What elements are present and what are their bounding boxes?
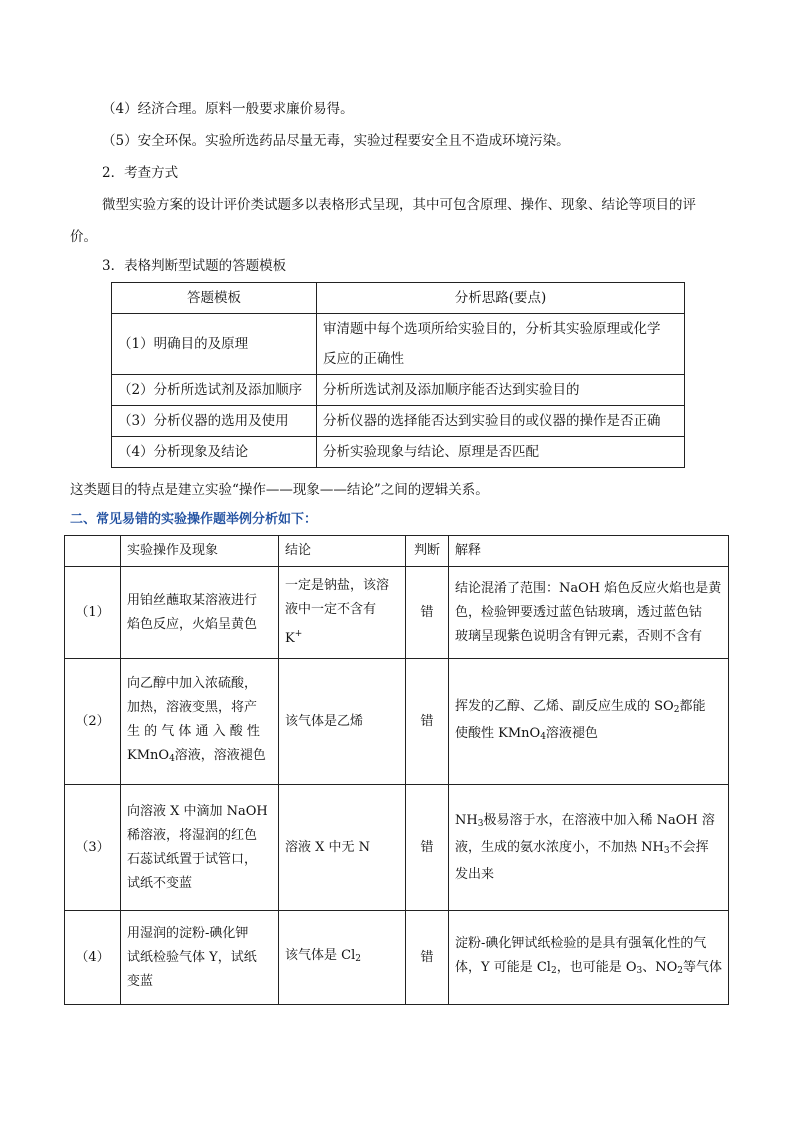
step-cell: （3）分析仪器的选用及使用 <box>112 406 317 437</box>
analysis-cell: 分析所选试剂及添加顺序能否达到实验目的 <box>317 375 685 406</box>
formula-subscript: 2 <box>355 954 361 964</box>
explanation-text: 不会挥 <box>669 839 709 855</box>
explanation-cell <box>449 911 729 1005</box>
table-header-row <box>65 536 729 567</box>
summary-text: 这类题目的特点是建立实验“操作——现象——结论”之间的逻辑关系。 <box>70 482 489 498</box>
conclusion-cell <box>279 911 406 1005</box>
row-number: （2） <box>65 659 121 785</box>
header-operation: 实验操作及现象 <box>121 536 279 567</box>
section-2-body-line1: 微型实验方案的设计评价类试题多以表格形式呈现，其中可包含原理、操作、现象、结论等项目的评 <box>102 197 696 213</box>
row-number: （3） <box>65 785 121 911</box>
section-3-title: 3．表格判断型试题的答题模板 <box>102 258 287 274</box>
explanation-text: 体，Y 可能是 Cl <box>455 960 551 975</box>
explanation-line: 色，检验钾要透过蓝色钴玻璃，透过蓝色钴 <box>455 604 703 620</box>
conclusion-cell: 溶液 X 中无 N <box>279 785 406 911</box>
formula-subscript: 4 <box>169 754 175 764</box>
item-4-text: （4）经济合理。原料一般要求廉价易得。 <box>102 101 354 117</box>
explanation-line: 结论混淆了范围：NaOH 焰色反应火焰也是黄 <box>455 580 722 596</box>
explanation-text: NH <box>455 812 478 828</box>
explanation-cell <box>449 659 729 785</box>
explanation-line <box>455 956 722 983</box>
judgement-cell: 错 <box>406 911 449 1005</box>
analysis-cell: 分析仪器的选择能否达到实验目的或仪器的操作是否正确 <box>317 406 685 437</box>
table-row <box>65 911 729 1005</box>
explanation-cell <box>449 567 729 659</box>
table-row <box>112 314 685 375</box>
operation-line: 用铂丝蘸取某溶液进行 <box>127 592 258 608</box>
operation-line: 变蓝 <box>127 973 154 989</box>
table-row <box>112 437 685 468</box>
explanation-text: 挥发的乙醇、乙烯、副反应生成的 SO <box>455 698 674 714</box>
operation-line: 用湿润的淀粉-碘化钾 <box>127 925 249 941</box>
explanation-cell <box>449 785 729 911</box>
formula-subscript: 2 <box>677 966 683 976</box>
item-5-text: （5）安全环保。实验所选药品尽量无毒，实验过程要安全且不造成环境污染。 <box>102 133 570 149</box>
explanation-text: 液，生成的氨水浓度小，不加热 NH <box>455 839 664 855</box>
table-row <box>65 567 729 659</box>
ion-symbol: K <box>285 631 295 646</box>
header-template: 答题模板 <box>112 283 317 314</box>
table-row <box>112 375 685 406</box>
operation-line: 加热，溶液变黑，将产 <box>127 700 258 715</box>
explanation-text: 等气体 <box>683 960 723 975</box>
analysis-line: 审清题中每个选项所给实验目的，分析其实验原理或化学 <box>323 321 661 337</box>
row-number: （1） <box>65 567 121 659</box>
explanation-text: 溶液褪色 <box>545 725 598 741</box>
operation-cell <box>121 785 279 911</box>
formula-subscript: 2 <box>550 966 557 976</box>
formula-subscript: 4 <box>540 731 546 742</box>
operation-line: 向溶液 X 中滴加 NaOH <box>127 803 268 819</box>
header-num <box>65 536 121 567</box>
table-header-row <box>112 283 685 314</box>
ion-charge: + <box>294 629 303 639</box>
operation-line: 向乙醇中加入浓硫酸， <box>127 676 258 691</box>
explanation-line <box>455 809 722 836</box>
table-row <box>65 785 729 911</box>
answer-template-table <box>111 282 685 468</box>
operation-line: 焰色反应，火焰呈黄色 <box>127 616 258 632</box>
table-row <box>65 659 729 785</box>
explanation-text: 、NO <box>642 960 678 975</box>
operation-line: 试纸检验气体 Y，试纸 <box>127 949 257 965</box>
explanation-line <box>455 836 722 863</box>
header-explanation: 解释 <box>449 536 729 567</box>
table-row <box>112 406 685 437</box>
analysis-cell <box>317 314 685 375</box>
header-conclusion: 结论 <box>279 536 406 567</box>
formula-subscript: 3 <box>477 818 484 829</box>
formula-subscript: 3 <box>636 966 643 976</box>
error-analysis-table <box>64 535 729 1005</box>
analysis-cell: 分析实验现象与结论、原理是否匹配 <box>317 437 685 468</box>
formula-rest: 溶液，溶液褪色 <box>174 748 266 763</box>
operation-cell <box>121 567 279 659</box>
formula-subscript: 2 <box>673 704 680 715</box>
header-judgement: 判断 <box>406 536 449 567</box>
operation-line <box>127 744 272 771</box>
conclusion-line: 液中一定不含有 <box>285 602 377 617</box>
formula-text: KMnO <box>127 748 170 763</box>
judgement-cell: 错 <box>406 785 449 911</box>
operation-line: 生 的 气 体 通 入 酸 性 <box>127 724 260 739</box>
operation-line: 试纸不变蓝 <box>127 875 193 891</box>
step-cell: （4）分析现象及结论 <box>112 437 317 468</box>
explanation-text: 极易溶于水，在溶液中加入稀 NaOH 溶 <box>483 812 715 828</box>
conclusion-text: 该气体是 Cl <box>285 948 356 963</box>
judgement-cell: 错 <box>406 567 449 659</box>
conclusion-line: 一定是钠盐，该溶 <box>285 578 390 593</box>
explanation-line <box>455 695 722 722</box>
step-cell: （1）明确目的及原理 <box>112 314 317 375</box>
section-2-body-line2: 价。 <box>70 229 97 245</box>
operation-line: 稀溶液，将湿润的红色 <box>127 827 258 843</box>
explanation-line <box>455 722 722 749</box>
header-analysis: 分析思路(要点) <box>317 283 685 314</box>
judgement-cell: 错 <box>406 659 449 785</box>
analysis-line: 反应的正确性 <box>323 351 404 367</box>
operation-line: 石蕊试纸置于试管口， <box>127 851 258 867</box>
conclusion-line <box>285 622 399 651</box>
conclusion-cell: 该气体是乙烯 <box>279 659 406 785</box>
explanation-line: 淀粉-碘化钾试纸检验的是具有强氧化性的气 <box>455 936 707 951</box>
step-cell: （2）分析所选试剂及添加顺序 <box>112 375 317 406</box>
explanation-text: ，也可能是 O <box>556 960 637 975</box>
formula-subscript: 3 <box>663 845 670 856</box>
section-two-title: 二、常见易错的实验操作题举例分析如下： <box>70 512 318 527</box>
explanation-text: 都能 <box>679 698 706 714</box>
row-number: （4） <box>65 911 121 1005</box>
section-2-title: 2．考查方式 <box>102 165 179 181</box>
operation-cell <box>121 911 279 1005</box>
operation-cell <box>121 659 279 785</box>
explanation-text: 使酸性 KMnO <box>455 725 541 741</box>
explanation-line: 发出来 <box>455 866 495 882</box>
conclusion-cell <box>279 567 406 659</box>
explanation-line: 玻璃呈现紫色说明含有钾元素，否则不含有 <box>455 628 703 644</box>
